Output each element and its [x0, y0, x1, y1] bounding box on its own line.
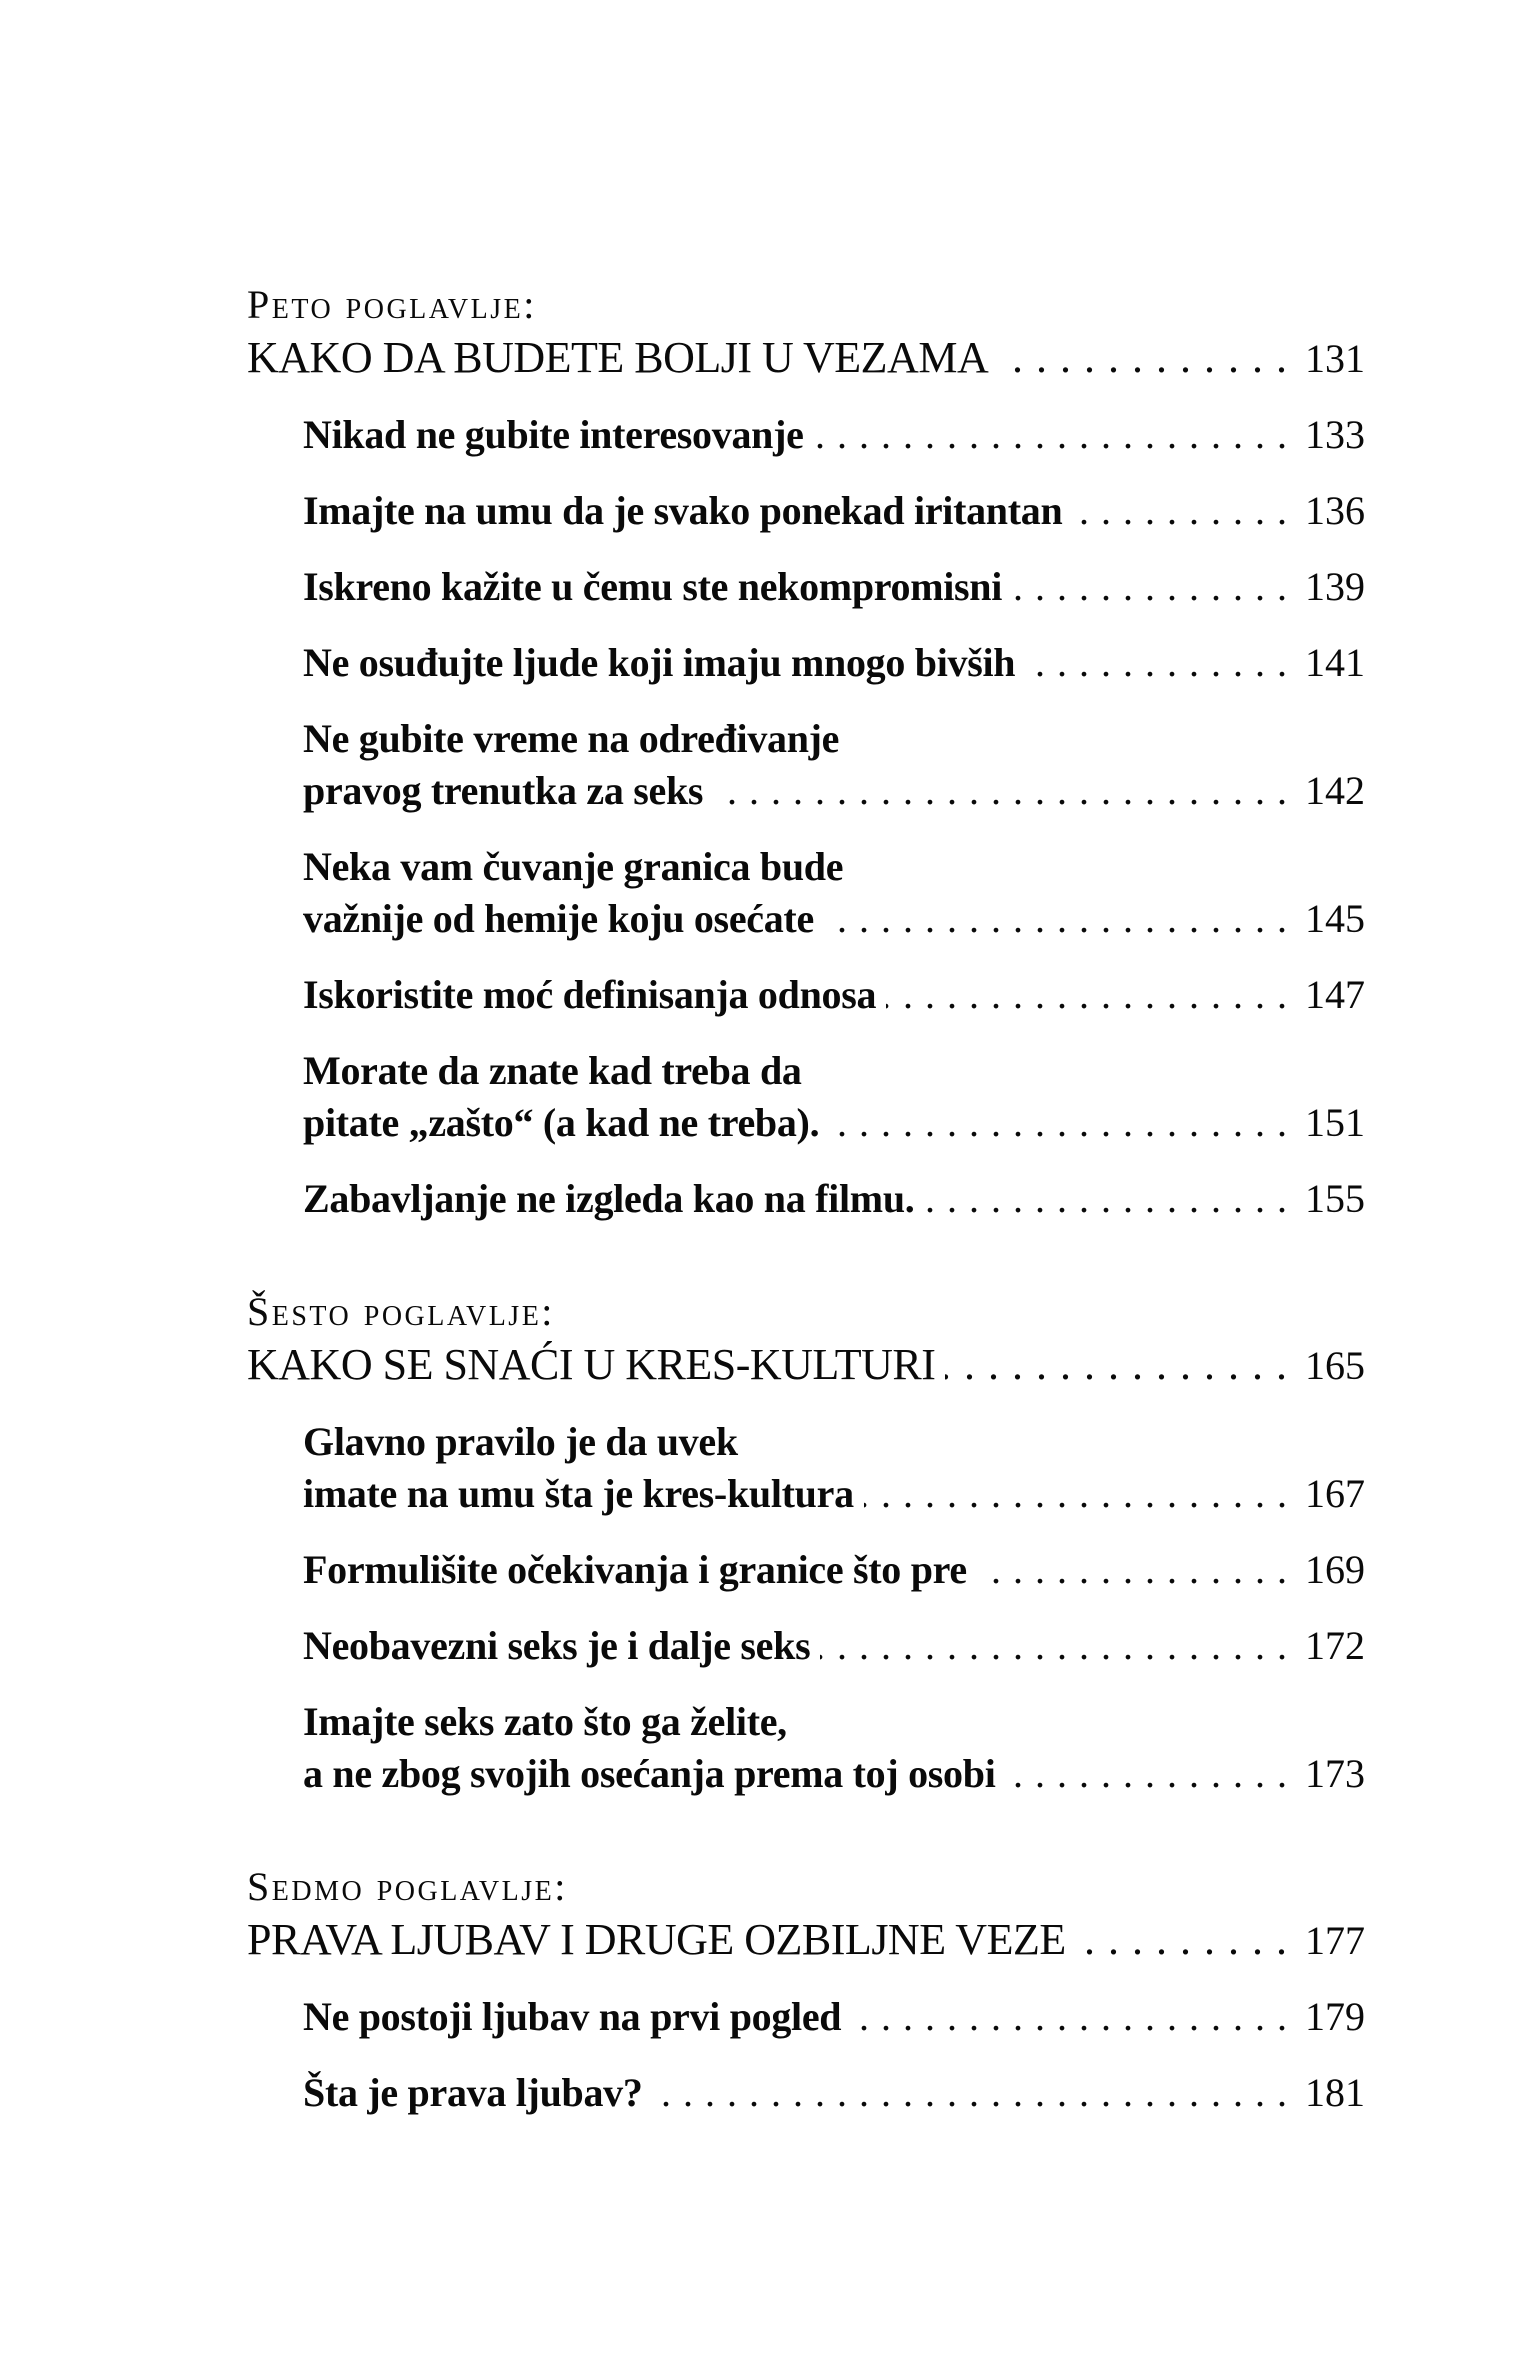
toc-entry: [303, 969, 1365, 1021]
entry-page-number: 141: [1305, 640, 1365, 685]
chapter-entries: [303, 1991, 1365, 2119]
dot-leader: [1006, 1748, 1303, 1800]
dot-leader: [864, 1468, 1303, 1520]
toc-entry: [303, 1416, 1365, 1520]
entry-text: Neobavezni seks je i dalje seks: [303, 1623, 811, 1668]
toc-entry: [303, 1696, 1365, 1800]
dot-leader: [1072, 485, 1303, 537]
entry-text: važnije od hemije koju osećate: [303, 896, 814, 941]
toc-section-3: [247, 1860, 1365, 2119]
chapter-page-number: 131: [1305, 336, 1365, 381]
entry-page-number: 155: [1305, 1176, 1365, 1221]
toc: [247, 278, 1365, 2119]
entry-text: imate na umu šta je kres-kultura: [303, 1471, 854, 1516]
toc-entry: [303, 1544, 1365, 1596]
entry-text: Šta je prava ljubav?: [303, 2070, 643, 2115]
chapter-entries: [303, 409, 1365, 1225]
toc-entry: [303, 1620, 1365, 1672]
entry-text: pravog trenutka za seks: [303, 768, 704, 813]
entry-text: Morate da znate kad treba da: [303, 1048, 802, 1093]
chapter-label: Šesto poglavlje:: [247, 1289, 555, 1334]
toc-entry-line: [303, 1544, 1365, 1596]
entry-text: Nikad ne gubite interesovanje: [303, 412, 804, 457]
toc-entry: [303, 841, 1365, 945]
entry-text: pitate „zašto“ (a kad ne treba).: [303, 1100, 820, 1145]
dot-leader: [1025, 637, 1303, 689]
entry-text: Glavno pravilo je da uvek: [303, 1419, 738, 1464]
toc-entry: [303, 409, 1365, 461]
chapter-title: KAKO SE SNAĆI U KRES-KULTURI: [247, 1340, 936, 1389]
toc-entry: [303, 1173, 1365, 1225]
toc-entry-line: [303, 485, 1365, 537]
chapter-title: PRAVA LJUBAV I DRUGE OZBILJNE VEZE: [247, 1915, 1066, 1964]
dot-leader: [814, 409, 1303, 461]
toc-entry: [303, 2067, 1365, 2119]
chapter-page-number: 165: [1305, 1343, 1365, 1388]
toc-entry-line: [303, 893, 1365, 945]
toc-entry: [303, 561, 1365, 613]
entry-text: Zabavljanje ne izgleda kao na filmu.: [303, 1176, 915, 1221]
dot-leader: [924, 1173, 1303, 1225]
entry-text: Ne osuđujte ljude koji imaju mnogo bivših: [303, 640, 1016, 685]
entry-page-number: 172: [1305, 1623, 1365, 1668]
entry-text: Neka vam čuvanje granica bude: [303, 844, 844, 889]
entry-text: Iskoristite moć definisanja odnosa: [303, 972, 877, 1017]
entry-text: Imajte seks zato što ga želite,: [303, 1699, 787, 1744]
dot-leader: [829, 1097, 1303, 1149]
toc-entry-line: [303, 1748, 1365, 1800]
chapter-title-row: [247, 331, 1365, 385]
toc-entry-line: [303, 2067, 1365, 2119]
entry-page-number: 151: [1305, 1100, 1365, 1145]
chapter-label: Peto poglavlje:: [247, 282, 537, 327]
toc-entry: [303, 713, 1365, 817]
toc-entry-line: [303, 637, 1365, 689]
toc-entry-line: [303, 1620, 1365, 1672]
dot-leader: [977, 1544, 1303, 1596]
chapter-title: KAKO DA BUDETE BOLJI U VEZAMA: [247, 333, 989, 382]
entry-page-number: 142: [1305, 768, 1365, 813]
dot-leader: [824, 893, 1303, 945]
chapter-title-row: [247, 1338, 1365, 1392]
entry-page-number: 167: [1305, 1471, 1365, 1516]
entry-page-number: 181: [1305, 2070, 1365, 2115]
entry-text: Iskreno kažite u čemu ste nekompromisni: [303, 564, 1003, 609]
chapter-page-number: 177: [1305, 1918, 1365, 1963]
entry-text: Formulišite očekivanja i granice što pre: [303, 1547, 967, 1592]
dot-leader: [820, 1620, 1303, 1672]
toc-entry-line: [303, 561, 1365, 613]
toc-entry-line: [303, 969, 1365, 1021]
dot-leader: [945, 1338, 1303, 1391]
toc-entry-line: [303, 765, 1365, 817]
toc-entry: [303, 1991, 1365, 2043]
toc-entry: [303, 1045, 1365, 1149]
toc-section-2: [247, 1285, 1365, 1800]
dot-leader: [653, 2067, 1303, 2119]
entry-text: Ne postoji ljubav na prvi pogled: [303, 1994, 842, 2039]
toc-entry-line: [303, 1173, 1365, 1225]
toc-entry-line: [303, 1468, 1365, 1520]
toc-entry-line: [303, 1991, 1365, 2043]
toc-entry-line: [303, 409, 1365, 461]
entry-text: Imajte na umu da je svako ponekad iritantan: [303, 488, 1063, 533]
entry-page-number: 136: [1305, 488, 1365, 533]
entry-text: Ne gubite vreme na određivanje: [303, 716, 840, 761]
entry-page-number: 179: [1305, 1994, 1365, 2039]
entry-page-number: 139: [1305, 564, 1365, 609]
dot-leader: [851, 1991, 1303, 2043]
toc-section-1: [247, 278, 1365, 1225]
entry-text: a ne zbog svojih osećanja prema toj osobi: [303, 1751, 996, 1796]
dot-leader: [886, 969, 1303, 1021]
entry-page-number: 169: [1305, 1547, 1365, 1592]
dot-leader: [998, 331, 1303, 384]
entry-page-number: 133: [1305, 412, 1365, 457]
toc-entry: [303, 485, 1365, 537]
toc-entry-line: [303, 1097, 1365, 1149]
entry-page-number: 173: [1305, 1751, 1365, 1796]
dot-leader: [713, 765, 1303, 817]
dot-leader: [1012, 561, 1303, 613]
entry-page-number: 145: [1305, 896, 1365, 941]
toc-entry: [303, 637, 1365, 689]
chapter-entries: [303, 1416, 1365, 1800]
chapter-label: Sedmo poglavlje:: [247, 1864, 568, 1909]
entry-page-number: 147: [1305, 972, 1365, 1017]
dot-leader: [1076, 1913, 1303, 1966]
chapter-title-row: [247, 1913, 1365, 1967]
